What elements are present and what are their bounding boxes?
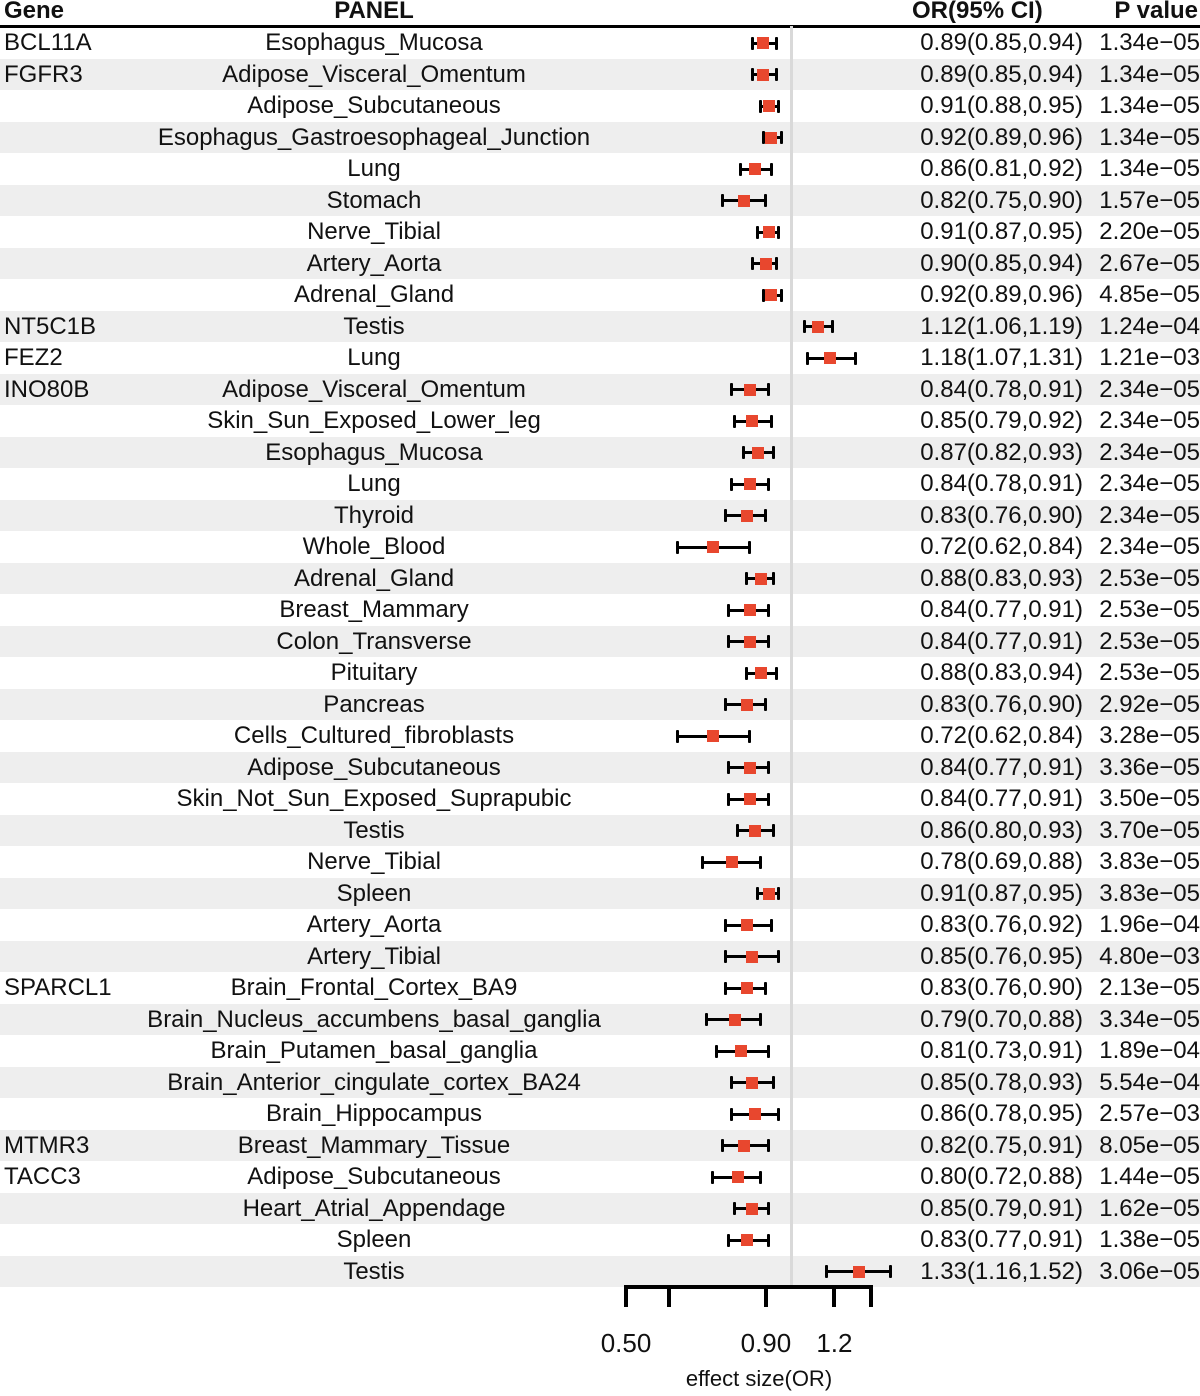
or-ci-value: 0.72(0.62,0.84) bbox=[920, 533, 1083, 560]
ci-cap-upper bbox=[748, 730, 751, 743]
table-row bbox=[0, 374, 1200, 406]
ci-cap-upper bbox=[777, 1108, 780, 1121]
gene-label: INO80B bbox=[4, 375, 90, 403]
table-row bbox=[0, 1193, 1200, 1225]
table-row bbox=[0, 1098, 1200, 1130]
or-ci-value: 0.84(0.77,0.91) bbox=[920, 627, 1083, 655]
or-ci-value: 0.90(0.85,0.94) bbox=[920, 249, 1083, 277]
point-estimate-marker bbox=[744, 793, 756, 805]
p-value: 1.89e−04 bbox=[1099, 1037, 1200, 1064]
table-row bbox=[0, 342, 1200, 374]
ci-cap-lower bbox=[751, 68, 754, 81]
or-ci-value: 0.87(0.82,0.93) bbox=[920, 438, 1083, 466]
p-value: 2.53e−05 bbox=[1099, 627, 1200, 655]
panel-label: Brain_Putamen_basal_ganglia bbox=[210, 1037, 538, 1064]
or-ci-value: 0.83(0.77,0.91) bbox=[920, 1226, 1083, 1253]
ci-cap-upper bbox=[770, 163, 773, 176]
panel-label: Lung bbox=[347, 344, 401, 371]
ci-cap-lower bbox=[724, 509, 727, 522]
ci-cap-upper bbox=[777, 887, 780, 900]
p-value: 2.20e−05 bbox=[1099, 218, 1200, 245]
or-ci-value: 0.82(0.75,0.90) bbox=[920, 186, 1083, 214]
ci-cap-lower bbox=[825, 1265, 828, 1278]
table-row bbox=[0, 531, 1200, 563]
p-value: 1.24e−04 bbox=[1099, 312, 1200, 340]
point-estimate-marker bbox=[755, 573, 767, 585]
panel-label: Adrenal_Gland bbox=[293, 281, 455, 308]
panel-label: Whole_Blood bbox=[302, 533, 446, 560]
panel-label: Adrenal_Gland bbox=[293, 564, 455, 592]
panel-label: Testis bbox=[343, 1257, 405, 1285]
or-ci-value: 0.79(0.70,0.88) bbox=[920, 1005, 1083, 1033]
gene-label: NT5C1B bbox=[4, 312, 97, 340]
point-estimate-marker bbox=[763, 226, 775, 238]
ci-cap-upper bbox=[772, 824, 775, 837]
point-estimate-marker bbox=[746, 1077, 758, 1089]
point-estimate-marker bbox=[744, 636, 756, 648]
table-row bbox=[0, 1004, 1200, 1036]
point-estimate-marker bbox=[760, 258, 772, 270]
point-estimate-marker bbox=[741, 699, 753, 711]
ci-cap-lower bbox=[724, 950, 727, 963]
panel-label: Breast_Mammary_Tissue bbox=[237, 1131, 511, 1159]
ci-cap-lower bbox=[733, 415, 736, 428]
header-panel: PANEL bbox=[334, 0, 414, 24]
x-axis-tick-label: 0.90 bbox=[740, 1328, 792, 1358]
gene-label: MTMR3 bbox=[4, 1131, 90, 1159]
ci-cap-lower bbox=[806, 352, 809, 365]
panel-label: Breast_Mammary bbox=[279, 596, 469, 623]
header-p-value: P value bbox=[1114, 0, 1198, 24]
ci-cap-lower bbox=[739, 163, 742, 176]
ci-cap-upper bbox=[777, 100, 780, 113]
table-row bbox=[0, 1256, 1200, 1288]
panel-label: Adipose_Subcutaneous bbox=[247, 753, 501, 781]
ci-cap-upper bbox=[764, 982, 767, 995]
ci-cap-upper bbox=[775, 37, 778, 50]
ci-cap-lower bbox=[730, 478, 733, 491]
ci-cap-lower bbox=[715, 1045, 718, 1058]
or-ci-value: 0.84(0.78,0.91) bbox=[920, 375, 1083, 403]
panel-label: Brain_Frontal_Cortex_BA9 bbox=[230, 974, 518, 1001]
panel-label: Brain_Nucleus_accumbens_basal_ganglia bbox=[147, 1005, 601, 1033]
point-estimate-marker bbox=[746, 951, 758, 963]
point-estimate-marker bbox=[763, 100, 775, 112]
or-ci-value: 1.12(1.06,1.19) bbox=[920, 312, 1083, 340]
gene-label: BCL11A bbox=[4, 29, 92, 56]
panel-label: Lung bbox=[347, 155, 401, 182]
table-row bbox=[0, 1161, 1200, 1193]
p-value: 1.34e−05 bbox=[1099, 123, 1200, 151]
x-axis-tick-label: 0.50 bbox=[600, 1328, 652, 1358]
ci-cap-lower bbox=[745, 572, 748, 585]
p-value: 1.44e−05 bbox=[1099, 1163, 1200, 1190]
p-value: 3.06e−05 bbox=[1099, 1257, 1200, 1285]
table-row bbox=[0, 846, 1200, 878]
panel-label: Cells_Cultured_fibroblasts bbox=[233, 722, 515, 749]
ci-cap-lower bbox=[803, 320, 806, 333]
p-value: 3.83e−05 bbox=[1099, 848, 1200, 875]
point-estimate-marker bbox=[749, 1108, 761, 1120]
point-estimate-marker bbox=[738, 195, 750, 207]
ci-cap-lower bbox=[727, 635, 730, 648]
table-row bbox=[0, 185, 1200, 217]
point-estimate-marker bbox=[746, 415, 758, 427]
table-row bbox=[0, 90, 1200, 122]
ci-cap-upper bbox=[767, 761, 770, 774]
ci-cap-upper bbox=[831, 320, 834, 333]
ci-cap-upper bbox=[772, 1076, 775, 1089]
table-row bbox=[0, 1067, 1200, 1099]
or-ci-value: 0.91(0.87,0.95) bbox=[920, 879, 1083, 907]
x-axis-tick bbox=[764, 1285, 768, 1307]
p-value: 2.34e−05 bbox=[1099, 470, 1200, 497]
ci-cap-lower bbox=[701, 856, 704, 869]
p-value: 3.70e−05 bbox=[1099, 816, 1200, 844]
ci-cap-upper bbox=[854, 352, 857, 365]
or-ci-value: 0.81(0.73,0.91) bbox=[920, 1037, 1083, 1064]
table-row bbox=[0, 59, 1200, 91]
or-ci-value: 0.83(0.76,0.90) bbox=[920, 974, 1083, 1001]
ci-cap-lower bbox=[756, 887, 759, 900]
p-value: 3.83e−05 bbox=[1099, 879, 1200, 907]
p-value: 3.50e−05 bbox=[1099, 785, 1200, 812]
gene-label: TACC3 bbox=[4, 1163, 81, 1190]
x-axis-tick bbox=[869, 1285, 873, 1307]
table-row bbox=[0, 909, 1200, 941]
p-value: 2.53e−05 bbox=[1099, 596, 1200, 623]
or-ci-value: 0.83(0.76,0.90) bbox=[920, 690, 1083, 718]
ci-cap-upper bbox=[780, 131, 783, 144]
point-estimate-marker bbox=[749, 163, 761, 175]
or-ci-value: 0.92(0.89,0.96) bbox=[920, 123, 1083, 151]
or-ci-value: 0.80(0.72,0.88) bbox=[920, 1163, 1083, 1190]
p-value: 3.28e−05 bbox=[1099, 722, 1200, 749]
p-value: 2.34e−05 bbox=[1099, 533, 1200, 560]
or-ci-value: 0.84(0.78,0.91) bbox=[920, 470, 1083, 497]
p-value: 2.34e−05 bbox=[1099, 438, 1200, 466]
table-row bbox=[0, 437, 1200, 469]
p-value: 2.53e−05 bbox=[1099, 564, 1200, 592]
ci-cap-upper bbox=[767, 793, 770, 806]
p-value: 4.80e−03 bbox=[1099, 942, 1200, 970]
point-estimate-marker bbox=[812, 321, 824, 333]
gene-label: FEZ2 bbox=[4, 344, 63, 371]
point-estimate-marker bbox=[735, 1045, 747, 1057]
ci-cap-lower bbox=[730, 383, 733, 396]
ci-cap-upper bbox=[775, 257, 778, 270]
table-row bbox=[0, 1130, 1200, 1162]
ci-cap-upper bbox=[777, 950, 780, 963]
ci-cap-lower bbox=[724, 919, 727, 932]
point-estimate-marker bbox=[752, 447, 764, 459]
ci-cap-lower bbox=[676, 730, 679, 743]
or-ci-value: 1.18(1.07,1.31) bbox=[920, 344, 1083, 371]
panel-label: Adipose_Visceral_Omentum bbox=[222, 60, 526, 88]
p-value: 1.34e−05 bbox=[1099, 92, 1200, 119]
p-value: 2.34e−05 bbox=[1099, 375, 1200, 403]
ci-cap-upper bbox=[777, 226, 780, 239]
p-value: 2.34e−05 bbox=[1099, 501, 1200, 529]
ci-cap-lower bbox=[756, 226, 759, 239]
or-ci-value: 0.88(0.83,0.94) bbox=[920, 659, 1083, 686]
or-ci-value: 1.33(1.16,1.52) bbox=[920, 1257, 1083, 1285]
table-row bbox=[0, 153, 1200, 185]
panel-label: Nerve_Tibial bbox=[307, 848, 441, 875]
ci-cap-upper bbox=[780, 289, 783, 302]
panel-label: Testis bbox=[343, 312, 405, 340]
point-estimate-marker bbox=[744, 604, 756, 616]
or-ci-value: 0.86(0.80,0.93) bbox=[920, 816, 1083, 844]
panel-label: Thyroid bbox=[333, 501, 415, 529]
header-gene: Gene bbox=[4, 0, 65, 24]
ci-cap-lower bbox=[727, 1234, 730, 1247]
point-estimate-marker bbox=[746, 1203, 758, 1215]
p-value: 1.96e−04 bbox=[1099, 911, 1200, 938]
point-estimate-marker bbox=[744, 478, 756, 490]
or-ci-value: 0.78(0.69,0.88) bbox=[920, 848, 1083, 875]
reference-line bbox=[790, 26, 793, 1287]
ci-cap-lower bbox=[733, 1202, 736, 1215]
panel-label: Spleen bbox=[336, 1226, 412, 1253]
ci-cap-upper bbox=[775, 68, 778, 81]
point-estimate-marker bbox=[853, 1266, 865, 1278]
point-estimate-marker bbox=[726, 856, 738, 868]
ci-cap-upper bbox=[767, 1234, 770, 1247]
table-row bbox=[0, 689, 1200, 721]
panel-label: Skin_Not_Sun_Exposed_Suprapubic bbox=[176, 785, 572, 812]
ci-cap-lower bbox=[730, 1108, 733, 1121]
table-row bbox=[0, 122, 1200, 154]
panel-label: Brain_Hippocampus bbox=[265, 1100, 483, 1127]
panel-label: Adipose_Visceral_Omentum bbox=[222, 375, 526, 403]
p-value: 2.13e−05 bbox=[1099, 974, 1200, 1001]
ci-cap-upper bbox=[764, 698, 767, 711]
ci-cap-upper bbox=[772, 446, 775, 459]
p-value: 4.85e−05 bbox=[1099, 281, 1200, 308]
ci-cap-upper bbox=[767, 1139, 770, 1152]
point-estimate-marker bbox=[744, 762, 756, 774]
ci-cap-lower bbox=[727, 761, 730, 774]
p-value: 8.05e−05 bbox=[1099, 1131, 1200, 1159]
table-row bbox=[0, 720, 1200, 752]
panel-label: Spleen bbox=[336, 879, 412, 907]
ci-cap-upper bbox=[748, 541, 751, 554]
point-estimate-marker bbox=[738, 1140, 750, 1152]
ci-cap-upper bbox=[770, 919, 773, 932]
panel-label: Esophagus_Gastroesophageal_Junction bbox=[157, 123, 591, 151]
ci-cap-upper bbox=[775, 667, 778, 680]
ci-cap-upper bbox=[767, 478, 770, 491]
panel-label: Brain_Anterior_cingulate_cortex_BA24 bbox=[167, 1068, 581, 1096]
ci-cap-upper bbox=[767, 604, 770, 617]
point-estimate-marker bbox=[824, 352, 836, 364]
or-ci-value: 0.85(0.76,0.95) bbox=[920, 942, 1083, 970]
or-ci-value: 0.92(0.89,0.96) bbox=[920, 281, 1083, 308]
x-axis-tick bbox=[832, 1285, 836, 1307]
table-row bbox=[0, 657, 1200, 689]
table-row bbox=[0, 500, 1200, 532]
point-estimate-marker bbox=[765, 289, 777, 301]
panel-label: Artery_Tibial bbox=[307, 942, 441, 970]
table-row bbox=[0, 27, 1200, 59]
point-estimate-marker bbox=[749, 825, 761, 837]
panel-label: Colon_Transverse bbox=[276, 627, 472, 655]
ci-cap-lower bbox=[721, 1139, 724, 1152]
p-value: 1.34e−05 bbox=[1099, 60, 1200, 88]
panel-label: Lung bbox=[347, 470, 401, 497]
or-ci-value: 0.85(0.79,0.91) bbox=[920, 1194, 1083, 1222]
point-estimate-marker bbox=[765, 132, 777, 144]
ci-cap-lower bbox=[751, 257, 754, 270]
header-or-ci: OR(95% CI) bbox=[912, 0, 1043, 24]
ci-cap-upper bbox=[764, 194, 767, 207]
point-estimate-marker bbox=[741, 1234, 753, 1246]
table-row bbox=[0, 248, 1200, 280]
ci-cap-upper bbox=[759, 856, 762, 869]
table-row bbox=[0, 972, 1200, 1004]
table-row bbox=[0, 311, 1200, 343]
p-value: 1.62e−05 bbox=[1099, 1194, 1200, 1222]
ci-cap-lower bbox=[742, 446, 745, 459]
ci-cap-upper bbox=[767, 1202, 770, 1215]
panel-label: Stomach bbox=[326, 186, 422, 214]
ci-cap-lower bbox=[730, 1076, 733, 1089]
panel-label: Esophagus_Mucosa bbox=[265, 438, 483, 466]
or-ci-value: 0.72(0.62,0.84) bbox=[920, 722, 1083, 749]
point-estimate-marker bbox=[729, 1014, 741, 1026]
panel-label: Pancreas bbox=[323, 690, 425, 718]
or-ci-value: 0.84(0.77,0.91) bbox=[920, 785, 1083, 812]
gene-label: FGFR3 bbox=[4, 60, 83, 88]
ci-cap-lower bbox=[736, 824, 739, 837]
or-ci-value: 0.89(0.85,0.94) bbox=[920, 29, 1083, 56]
point-estimate-marker bbox=[741, 510, 753, 522]
point-estimate-marker bbox=[741, 919, 753, 931]
x-axis-tick bbox=[667, 1285, 671, 1307]
ci-cap-lower bbox=[745, 667, 748, 680]
p-value: 1.57e−05 bbox=[1099, 186, 1200, 214]
point-estimate-marker bbox=[763, 888, 775, 900]
ci-cap-upper bbox=[767, 383, 770, 396]
x-axis-tick-label: 1.2 bbox=[816, 1328, 853, 1358]
ci-cap-lower bbox=[711, 1171, 714, 1184]
ci-cap-lower bbox=[705, 1013, 708, 1026]
panel-label: Adipose_Subcutaneous bbox=[247, 92, 501, 119]
or-ci-value: 0.84(0.77,0.91) bbox=[920, 753, 1083, 781]
point-estimate-marker bbox=[707, 541, 719, 553]
table-row bbox=[0, 941, 1200, 973]
table-row bbox=[0, 1035, 1200, 1067]
p-value: 1.21e−03 bbox=[1099, 344, 1200, 371]
p-value: 2.53e−05 bbox=[1099, 659, 1200, 686]
p-value: 2.34e−05 bbox=[1099, 407, 1200, 434]
panel-label: Esophagus_Mucosa bbox=[265, 29, 483, 56]
point-estimate-marker bbox=[707, 730, 719, 742]
table-row bbox=[0, 468, 1200, 500]
x-axis-tick bbox=[624, 1285, 628, 1307]
point-estimate-marker bbox=[755, 667, 767, 679]
or-ci-value: 0.91(0.88,0.95) bbox=[920, 92, 1083, 119]
gene-label: SPARCL1 bbox=[4, 974, 112, 1001]
point-estimate-marker bbox=[732, 1171, 744, 1183]
point-estimate-marker bbox=[757, 37, 769, 49]
panel-label: Heart_Atrial_Appendage bbox=[242, 1194, 506, 1222]
or-ci-value: 0.89(0.85,0.94) bbox=[920, 60, 1083, 88]
ci-cap-upper bbox=[770, 415, 773, 428]
ci-cap-upper bbox=[767, 1045, 770, 1058]
ci-cap-upper bbox=[772, 572, 775, 585]
ci-cap-lower bbox=[751, 37, 754, 50]
point-estimate-marker bbox=[741, 982, 753, 994]
or-ci-value: 0.88(0.83,0.93) bbox=[920, 564, 1083, 592]
table-row bbox=[0, 878, 1200, 910]
table-row bbox=[0, 594, 1200, 626]
panel-label: Pituitary bbox=[330, 659, 418, 686]
ci-cap-lower bbox=[727, 604, 730, 617]
p-value: 2.57e−03 bbox=[1099, 1100, 1200, 1127]
or-ci-value: 0.85(0.79,0.92) bbox=[920, 407, 1083, 434]
or-ci-value: 0.83(0.76,0.92) bbox=[920, 911, 1083, 938]
table-row bbox=[0, 783, 1200, 815]
or-ci-value: 0.86(0.78,0.95) bbox=[920, 1100, 1083, 1127]
p-value: 3.34e−05 bbox=[1099, 1005, 1200, 1033]
table-row bbox=[0, 815, 1200, 847]
ci-cap-lower bbox=[724, 698, 727, 711]
or-ci-value: 0.83(0.76,0.90) bbox=[920, 501, 1083, 529]
panel-label: Nerve_Tibial bbox=[307, 218, 441, 245]
or-ci-value: 0.82(0.75,0.91) bbox=[920, 1131, 1083, 1159]
or-ci-value: 0.85(0.78,0.93) bbox=[920, 1068, 1083, 1096]
point-estimate-marker bbox=[757, 69, 769, 81]
panel-label: Artery_Aorta bbox=[306, 249, 442, 277]
p-value: 1.34e−05 bbox=[1099, 29, 1200, 56]
p-value: 5.54e−04 bbox=[1099, 1068, 1200, 1096]
panel-label: Adipose_Subcutaneous bbox=[247, 1163, 501, 1190]
ci-cap-lower bbox=[676, 541, 679, 554]
p-value: 2.67e−05 bbox=[1099, 249, 1200, 277]
table-row bbox=[0, 405, 1200, 437]
point-estimate-marker bbox=[744, 384, 756, 396]
table-row bbox=[0, 563, 1200, 595]
p-value: 2.92e−05 bbox=[1099, 690, 1200, 718]
panel-label: Skin_Sun_Exposed_Lower_leg bbox=[207, 407, 541, 434]
table-row bbox=[0, 626, 1200, 658]
p-value: 1.38e−05 bbox=[1099, 1226, 1200, 1253]
ci-cap-upper bbox=[764, 509, 767, 522]
ci-cap-upper bbox=[759, 1171, 762, 1184]
table-row bbox=[0, 1224, 1200, 1256]
ci-cap-upper bbox=[759, 1013, 762, 1026]
table-row bbox=[0, 752, 1200, 784]
x-axis-title: effect size(OR) bbox=[685, 1366, 833, 1391]
p-value: 3.36e−05 bbox=[1099, 753, 1200, 781]
panel-label: Artery_Aorta bbox=[306, 911, 442, 938]
panel-label: Testis bbox=[343, 816, 405, 844]
ci-cap-upper bbox=[889, 1265, 892, 1278]
ci-cap-lower bbox=[724, 982, 727, 995]
table-row bbox=[0, 216, 1200, 248]
ci-cap-lower bbox=[727, 793, 730, 806]
or-ci-value: 0.84(0.77,0.91) bbox=[920, 596, 1083, 623]
table-row bbox=[0, 279, 1200, 311]
or-ci-value: 0.86(0.81,0.92) bbox=[920, 155, 1083, 182]
p-value: 1.34e−05 bbox=[1099, 155, 1200, 182]
ci-cap-lower bbox=[721, 194, 724, 207]
ci-cap-upper bbox=[767, 635, 770, 648]
or-ci-value: 0.91(0.87,0.95) bbox=[920, 218, 1083, 245]
